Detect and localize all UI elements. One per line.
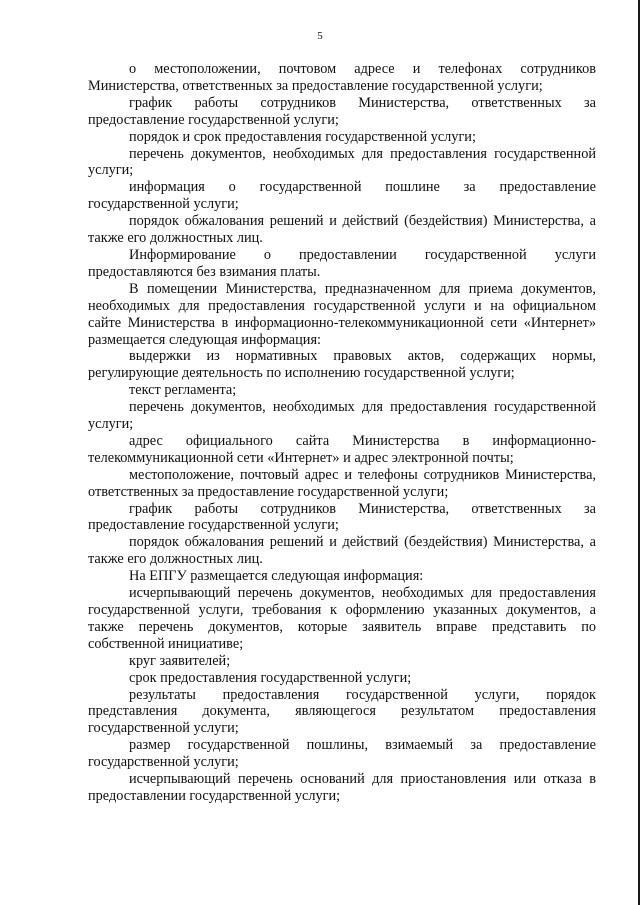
paragraph: порядок обжалования решений и действий (бездействия) Министерства, а также его должностных лиц. [88, 534, 596, 568]
paragraph: порядок и срок предоставления государственной услуги; [129, 128, 476, 145]
paragraph: размер государственной пошлины, взимаемый за предоставление государственной услуги; [88, 737, 596, 771]
paragraph: адрес официального сайта Министерства в информационно-телекоммуникационной сети «Интернет» и адрес электронной почты; [88, 432, 596, 466]
paragraph: круг заявителей; [129, 652, 231, 669]
paragraph: текст регламента; [129, 382, 237, 399]
paragraph: информация о государственной пошлине за предоставление государственной услуги; [88, 179, 596, 213]
paragraph: выдержки из нормативных правовых актов, содержащих нормы, регулирующие деятельность по исполнению государственной услуги; [88, 348, 596, 382]
paragraph: график работы сотрудников Министерства, ответственных за предоставление государственной услуги; [88, 94, 596, 128]
paragraph: результаты предоставления государственной услуги, порядок представления документа, являющегося результатом предоставления государственной услуги; [88, 686, 596, 737]
paragraph: перечень документов, необходимых для предоставления государственной услуги; [88, 145, 596, 179]
paragraph: график работы сотрудников Министерства, ответственных за предоставление государственной услуги; [88, 500, 596, 534]
paragraph: перечень документов, необходимых для предоставления государственной услуги; [88, 399, 596, 433]
paragraph: В помещении Министерства, предназначенном для приема документов, необходимых для предоставления государственной услуги и на официальном сайте Министерства в информационно-телекоммуникационной сети «Интернет» размещается следующая информация: [88, 280, 596, 348]
paragraph: местоположение, почтовый адрес и телефоны сотрудников Министерства, ответственных за предоставление государственной услуги; [88, 466, 596, 500]
paragraph: порядок обжалования решений и действий (бездействия) Министерства, а также его должностных лиц. [88, 213, 596, 247]
paragraph: Информирование о предоставлении государственной услуги предоставляются без взимания платы. [88, 246, 596, 280]
paragraph: исчерпывающий перечень документов, необходимых для предоставления государственной услуги, требования к оформлению указанных документов, а также перечень документов, которые заявитель вправе представить по собственной инициативе; [88, 585, 596, 652]
page-number: 5 [317, 30, 323, 42]
document-body [88, 61, 596, 805]
paragraph: срок предоставления государственной услуги; [129, 669, 412, 686]
paragraph: исчерпывающий перечень оснований для приостановления или отказа в предоставлении государственной услуги; [88, 771, 596, 804]
paragraph: На ЕПГУ размещается следующая информация: [129, 568, 424, 585]
paragraph: о местоположении, почтовом адресе и телефонах сотрудников Министерства, ответственных за предоставление государственной услуги; [88, 61, 596, 94]
